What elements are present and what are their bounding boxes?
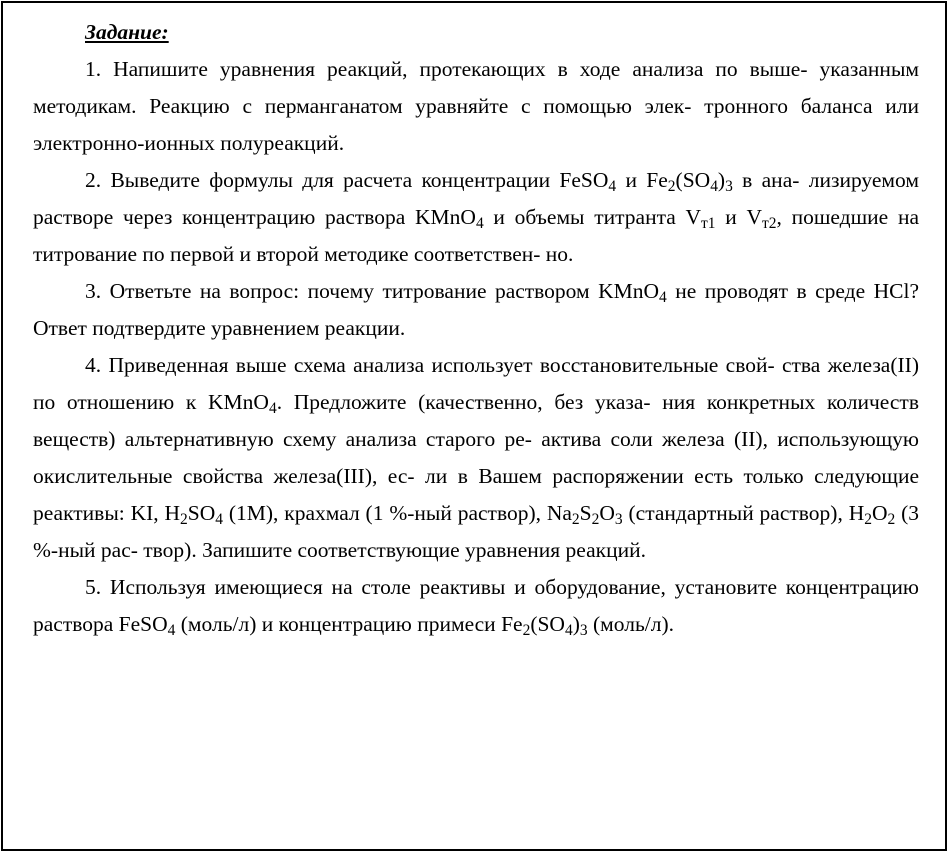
task-item-2-text: и объемы титранта V [483,205,702,229]
task-item-2-text: и Fe [616,168,668,192]
subscript: 2 [180,510,188,528]
task-text [33,14,919,643]
task-item-1-text: 1. Напишите уравнения реакций, протекающих в ходе анализа по выше- указанным методикам. Реакцию с перманганатом уравняйте с помощью элек- тронного баланса или электронно-ионных полуреакций. [33,57,919,155]
subscript: 2 [571,510,580,528]
subscript: т2 [762,214,777,232]
task-item-5-text: 5. Используя имеющиеся на столе реактивы и оборудование, установите концентрацию раствора FeSO [33,575,919,636]
task-item-2-text: и V [715,205,763,229]
subscript: 3 [725,177,733,195]
task-frame [1,1,947,851]
task-item-4-text: 4. Приведенная выше схема анализа использует восстановительные свой- ства железа(II) по отношению к KMnO [33,353,919,414]
subscript: 4 [564,621,573,639]
task-item-4-text: (1M), крахмал (1 %-ный раствор), Na [223,501,572,525]
task-item-3-text: не проводят в среде HCl? Ответ подтвердите уравнением реакции. [33,279,919,340]
task-item-5-text: ) [572,612,580,636]
task-item-4-text: O [599,501,615,525]
subscript: 2 [887,510,896,528]
subscript: 4 [167,621,176,639]
subscript: 4 [608,177,617,195]
task-item-5-text: (SO [530,612,565,636]
subscript: 4 [710,177,718,195]
subscript: 4 [659,288,667,306]
task-item-2 [33,162,919,273]
task-item-4-text: (3 %-ный рас- твор). Запишите соответствующие уравнения реакций. [33,501,919,562]
subscript: 2 [522,621,531,639]
task-item-4-text: O [871,501,888,525]
subscript: 4 [475,214,484,232]
task-item-4-text: SO [187,501,216,525]
task-item-2-text: ) [717,168,726,192]
task-item-5-text: (моль/л). [587,612,674,636]
subscript: 3 [614,510,623,528]
task-item-5-text: (моль/л) и концентрацию примеси Fe [175,612,523,636]
task-heading: Задание: [85,20,169,44]
task-item-2-text: , пошедшие на титрование по первой и второй методике соответствен- но. [33,205,919,266]
task-item-4-text: S [579,501,592,525]
task-item-4 [33,347,919,569]
task-item-2-text: 2. Выведите формулы для расчета концентрации FeSO [85,168,609,192]
subscript: т1 [701,214,716,232]
subscript: 3 [579,621,588,639]
subscript: 2 [591,510,600,528]
subscript: 4 [215,510,223,528]
subscript: 4 [268,399,277,417]
task-item-4-text: (стандартный раствор), H [622,501,865,525]
task-item-2-text: в ана- лизируемом растворе через концентрацию раствора KMnO [33,168,919,229]
task-item-5 [33,569,919,643]
subscript: 2 [667,177,676,195]
task-item-3 [33,273,919,347]
task-item-4-text: . Предложите (качественно, без указа- ния конкретных количеств веществ) альтернативную схему анализа старого ре- актива соли железа (II), использующую окислительные свойства железа(III), ес- ли в Вашем распоряжении есть только следующие реактивы: KI, H [33,390,919,525]
task-item-3-text: 3. Ответьте на вопрос: почему титрование раствором KMnO [85,279,660,303]
task-item-2-text: (SO [675,168,711,192]
subscript: 2 [864,510,872,528]
task-item-1 [33,51,919,162]
